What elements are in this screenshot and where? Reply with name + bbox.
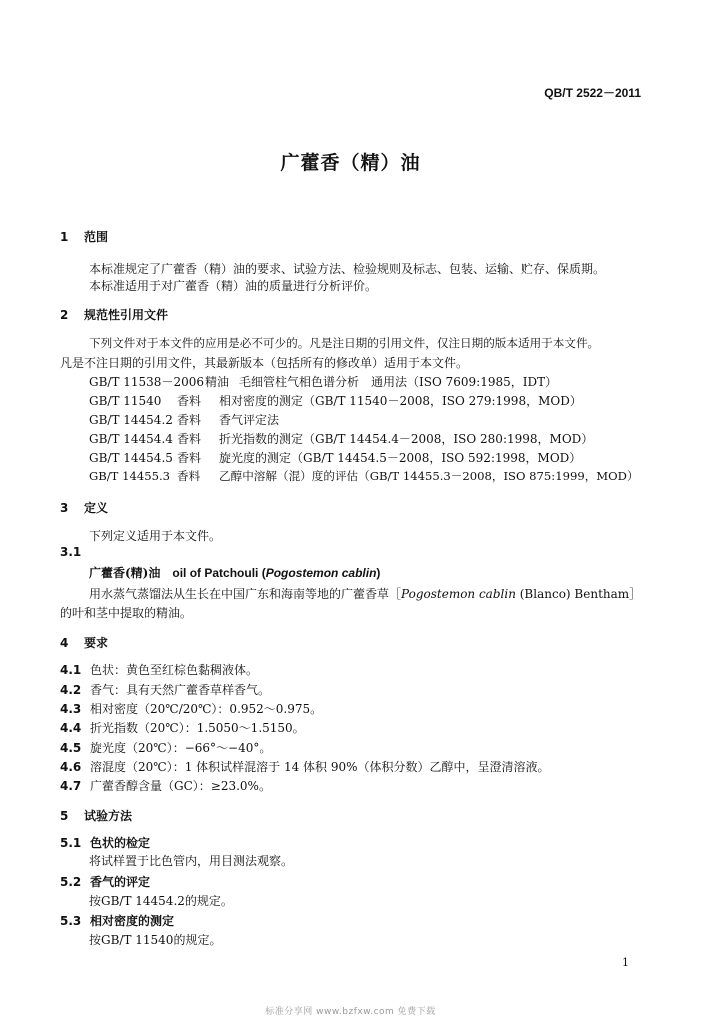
definition-text: 用水蒸气蒸馏法从生长在中国广东和海南等地的广藿香草［: [89, 587, 402, 601]
subclause-text: 按GB/T 14454.2的规定。: [89, 894, 233, 908]
requirement-item: [60, 739, 271, 756]
requirement-text: 相对密度（20℃/20℃）：0.952～0.975。: [90, 702, 323, 716]
subclause-number: 3.1: [60, 545, 82, 559]
term-chinese: 广藿香(精)油: [89, 566, 161, 580]
requirement-text: 色状：黄色至红棕色黏稠液体。: [90, 663, 259, 677]
requirement-text: 香气：具有天然广藿香草样香气。: [90, 683, 271, 697]
section-5-heading: [60, 807, 132, 824]
subclause-number: 5.3: [60, 914, 82, 928]
reference-category: 香料: [177, 432, 202, 446]
subclause-text: 按GB/T 11540的规定。: [89, 933, 222, 947]
scope-line-1: 本标准规定了广藿香（精）油的要求、试验方法、检验规则及标志、包装、运输、贮存、保质期。: [89, 262, 606, 276]
subclause-heading: [60, 834, 150, 851]
section-title: 范围: [84, 230, 109, 244]
section-2-heading: [60, 306, 168, 323]
section-1-heading: [60, 228, 108, 245]
requirement-text: 溶混度（20℃）：1 体积试样混溶于 14 体积 90%（体积分数）乙醇中，呈澄清溶液。: [90, 760, 550, 774]
subclause-heading: [60, 873, 150, 890]
definition-line-1: [89, 585, 641, 602]
reference-code: GB/T 11540: [89, 394, 162, 408]
term-latin: Pogostemon cablin: [265, 566, 377, 580]
requirement-number: 4.4: [60, 721, 82, 735]
requirement-item: [60, 719, 305, 736]
section-title: 要求: [84, 636, 109, 650]
standard-code: QB/T 2522－2011: [544, 86, 641, 100]
subclause-text: 将试样置于比色管内，用目测法观察。: [89, 854, 294, 868]
reference-item: [89, 449, 581, 466]
reference-item: [89, 430, 593, 447]
term-entry: 广藿香(精)油 oil of Patchouli (Pogostemon cablin): [89, 566, 381, 580]
requirement-number: 4.2: [60, 683, 82, 697]
reference-title: 相对密度的测定（GB/T 11540－2008，ISO 279:1998，MOD）: [219, 394, 582, 408]
definition-text: (Blanco) Bentham］: [515, 587, 642, 601]
subclause-title: 香气的评定: [90, 875, 151, 889]
requirement-item: [60, 700, 322, 717]
watermark: 标准分享网 www.bzfxw.com 免费下载: [265, 1007, 436, 1017]
page-number: 1: [622, 956, 629, 969]
reference-code: GB/T 14455.3: [89, 469, 171, 483]
requirement-text: 折光指数（20℃）：1.5050～1.5150。: [90, 721, 305, 735]
reference-category: 精油: [205, 375, 230, 389]
definitions-intro: 下列定义适用于本文件。: [89, 529, 222, 543]
term-english: oil of Patchouli: [172, 566, 259, 580]
definition-latin: Pogostemon cablin: [401, 587, 516, 601]
reference-item: [89, 411, 279, 428]
section-number: 1: [60, 230, 69, 244]
section-title: 试验方法: [84, 809, 133, 823]
section-title: 规范性引用文件: [84, 308, 169, 322]
reference-category: 香料: [177, 469, 201, 483]
definition-line-2: 的叶和茎中提取的精油。: [60, 606, 193, 620]
reference-title: 毛细管柱气相色谱分析 通用法（ISO 7609:1985，IDT）: [239, 375, 558, 389]
subclause-title: 色状的检定: [90, 836, 151, 850]
requirement-item: [60, 758, 550, 775]
reference-code: GB/T 14454.2: [89, 413, 173, 427]
section-number: 5: [60, 809, 69, 823]
reference-item: [89, 468, 639, 484]
requirement-number: 4.3: [60, 702, 82, 716]
document-title: 广藿香（精）油: [280, 152, 421, 174]
reference-title: 折光指数的测定（GB/T 14454.4－2008，ISO 280:1998，MOD）: [219, 432, 594, 446]
references-intro-line-2: 凡是不注日期的引用文件，其最新版本（包括所有的修改单）适用于本文件。: [60, 356, 469, 370]
section-title: 定义: [84, 501, 109, 515]
section-number: 4: [60, 636, 69, 650]
reference-code: GB/T 14454.5: [89, 451, 173, 465]
reference-title: 香气评定法: [219, 413, 280, 427]
section-3-heading: [60, 499, 108, 516]
requirement-text: 旋光度（20℃）：−66°～−40°。: [90, 741, 272, 755]
requirement-number: 4.7: [60, 779, 82, 793]
requirement-number: 4.6: [60, 760, 82, 774]
requirement-item: [60, 661, 258, 678]
reference-code: GB/T 14454.4: [89, 432, 173, 446]
requirement-item: [60, 777, 271, 794]
reference-item: [89, 373, 557, 390]
requirement-number: 4.5: [60, 741, 82, 755]
reference-category: 香料: [177, 413, 202, 427]
section-4-heading: [60, 634, 108, 651]
scope-line-2: 本标准适用于对广藿香（精）油的质量进行分析评价。: [89, 279, 378, 293]
subclause-number: 5.2: [60, 875, 82, 889]
reference-category: 香料: [177, 451, 202, 465]
reference-title: 旋光度的测定（GB/T 14454.5－2008，ISO 592:1998，MOD）: [219, 451, 582, 465]
reference-title: 乙醇中溶解（混）度的评估（GB/T 14455.3－2008，ISO 875:1999，MOD）: [219, 469, 639, 483]
requirement-item: [60, 681, 270, 698]
references-intro-line-1: 下列文件对于本文件的应用是必不可少的。凡是注日期的引用文件，仅注日期的版本适用于本文件。: [89, 336, 600, 350]
reference-code: GB/T 11538－2006: [89, 375, 204, 389]
reference-category: 香料: [177, 394, 202, 408]
section-number: 2: [60, 308, 69, 322]
requirement-number: 4.1: [60, 663, 82, 677]
section-number: 3: [60, 501, 69, 515]
requirement-text: 广藿香醇含量（GC）：≥23.0%。: [90, 779, 271, 793]
subclause-title: 相对密度的测定: [90, 914, 175, 928]
reference-item: [89, 392, 582, 409]
subclause-heading: [60, 912, 174, 929]
subclause-number: 5.1: [60, 836, 82, 850]
